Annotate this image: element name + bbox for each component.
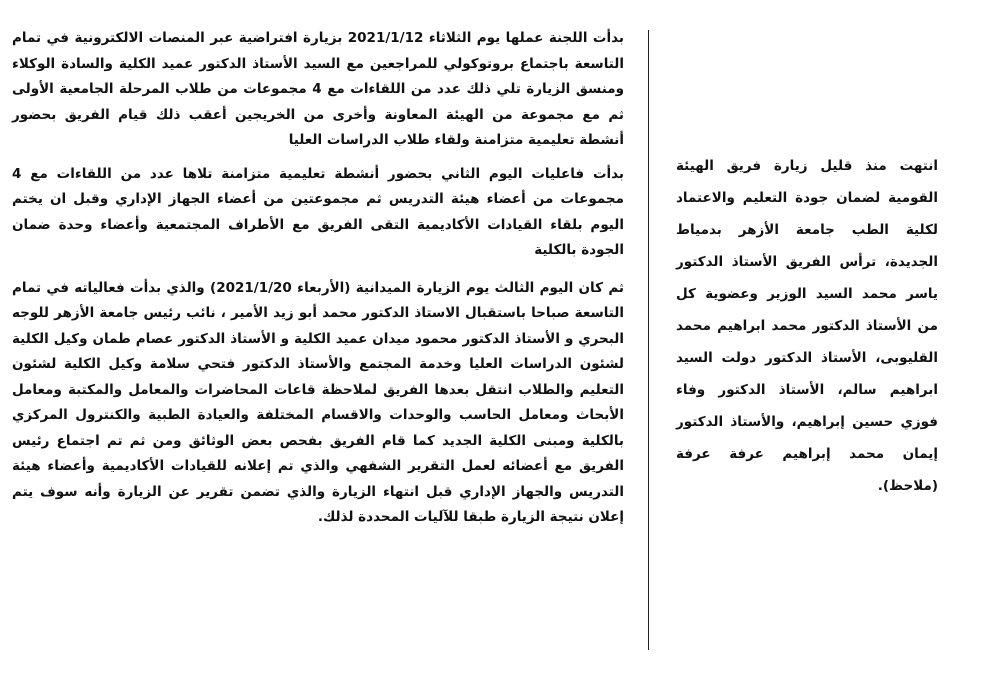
paragraph-day-one: بدأت اللجنة عملها يوم الثلاثاء 2021/1/12 بزيارة افتراضية عبر المنصات الالكترونية في تمام التاسعة باجتماع بروتوكولي للمراجعين مع السيد الأستاذ الدكتور عميد الكلية والسادة الوكلاء ومنسق الزيارة تلي ذلك عدد من اللقاءات مع 4 مجموعات من طلاب المرحلة الجامعية الأولى ثم مع مجموعة من الهيئة المعاونة وأخرى من الخريجين أعقب ذلك قيام الفريق بحضور أنشطة تعليمية متزامنة ولقاء طلاب الدراسات العليا <box>12 30 624 148</box>
team-summary-column <box>676 150 938 502</box>
paragraph-day-three: ثم كان اليوم الثالث يوم الزيارة الميدانية (الأربعاء 2021/1/20) والذي بدأت فعالياته في تمام التاسعة صباحا باستقبال الاستاذ الدكتور محمد أبو زيد الأمير ، نائب رئيس جامعة الأزهر للوجه البحري و الأستاذ الدكتور محمود ميدان عميد الكلية و الأستاذ الدكتور عصام طمان وكيل الكلية لشئون الدراسات العليا وخدمة المجتمع والأستاذ الدكتور فتحي سلامة وكيل الكلية لشئون التعليم والطلاب انتقل بعدها الفريق لملاحظة قاعات المحاضرات والمعامل والمكتبة ومعامل الأبحاث ومعامل الحاسب والوحدات والاقسام المختلفة والعيادة الطبية والكنترول المركزي بالكلية ومبنى الكلية الجديد كما قام الفريق بفحص بعض الوثائق ومن ثم تم اجتماع رئيس الفريق مع أعضائه لعمل التقرير الشفهي والذي تم إعلانه للقيادات الأكاديمية وأعضاء هيئة التدريس والجهاز الإداري قبل انتهاء الزيارة والذي تضمن تقرير عن الزيارة وأنه سوف يتم إعلان نتيجة الزيارة طبقا للآليات المحددة لذلك. <box>12 279 624 525</box>
team-summary-text: انتهت منذ قليل زيارة فريق الهيئة القومية لضمان جودة التعليم والاعتماد لكلية الطب جامعة الأزهر بدمياط الجديدة، ترأس الفريق الأستاذ الدكتور ياسر محمد السيد الوزير وعضوية كل من الأستاذ الدكتور محمد ابراهيم محمد القليوبى، الأستاذ الدكتور دولت السيد ابراهيم سالم، الأستاذ الدكتور وفاء فوزي حسين إبراهيم، والأستاذ الدكتور إيمان محمد إبراهيم عرفة عرفة (ملاحظ). <box>676 158 938 494</box>
main-report-column <box>12 26 624 531</box>
paragraph-day-two: بدأت فاعليات اليوم الثاني بحضور أنشطة تعليمية متزامنة تلاها عدد من اللقاءات مع 4 مجموعات من أعضاء هيئة التدريس ثم مجموعتين من أعضاء الجهاز الإداري وقبل ان يختم اليوم بلقاء القيادات الأكاديمية التقى الفريق مع الأطراف المجتمعية وأعضاء وحدة ضمان الجودة بالكلية <box>12 165 624 258</box>
column-divider <box>648 30 649 650</box>
